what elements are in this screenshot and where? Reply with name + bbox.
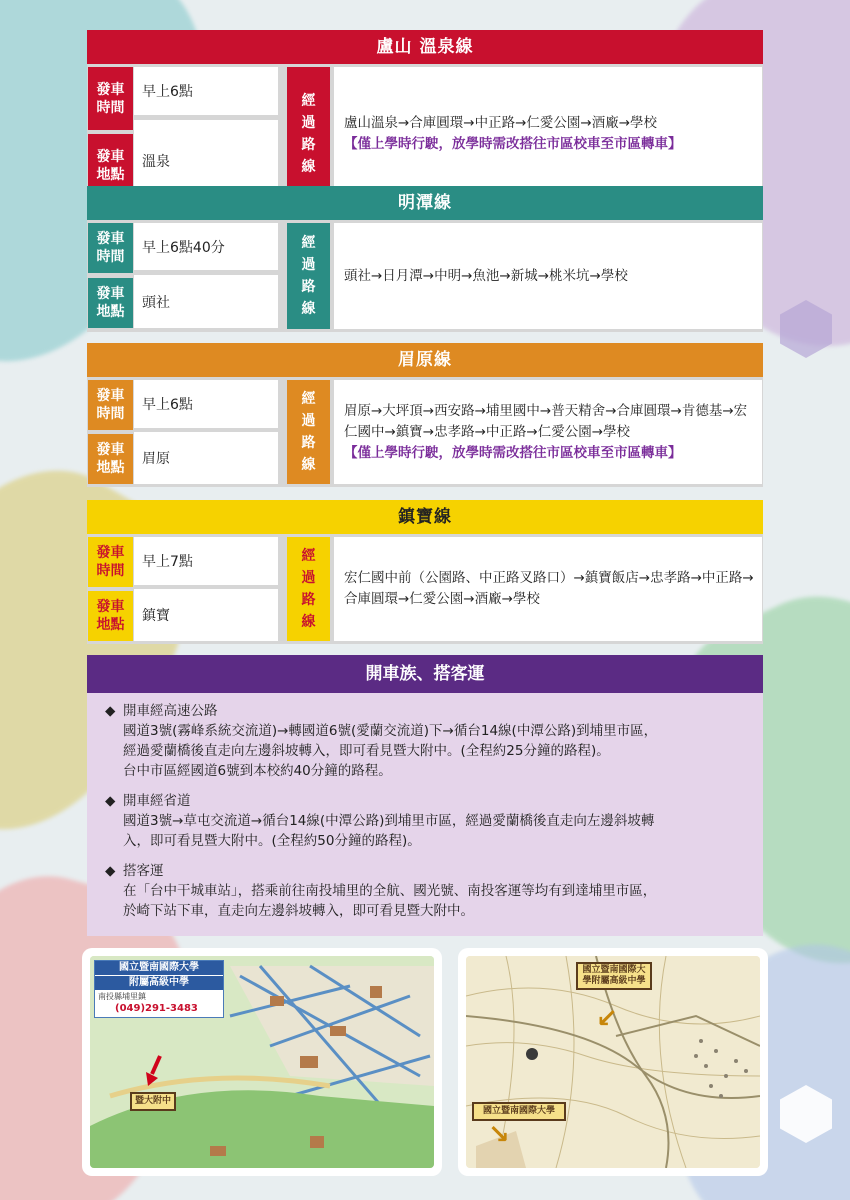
directions-text: 台中市區經國道6號到本校約40分鐘的路程。 <box>123 763 392 779</box>
map-label-university: 國立暨南國際大學 <box>472 1102 566 1121</box>
road-map <box>458 948 768 1176</box>
depart-time-label: 發車 時間 <box>88 67 133 130</box>
illustrated-map <box>82 948 442 1176</box>
driving-title: 開車族、搭客運 <box>87 655 763 693</box>
directions-title: 開車經省道 <box>123 793 191 809</box>
route-section-meiyuan <box>87 343 763 487</box>
arrow-icon: ↘ <box>488 1120 510 1150</box>
route-note: 【僅上學時行駛，放學時需改搭往市區校車至市區轉車】 <box>344 136 682 152</box>
route-stops: 眉原→大坪頂→西安路→埔里國中→普天精舍→合庫圓環→肯德基→宏仁國中→鎮寶→忠孝路→中正路→仁愛公園→學校 <box>344 402 748 440</box>
route-stops: 頭社→日月潭→中明→魚池→新城→桃米坑→學校 <box>344 267 628 284</box>
via-route-text <box>334 537 762 641</box>
depart-place-label: 發車 地點 <box>88 591 133 641</box>
directions-text: 國道3號→草屯交流道→循台14線(中潭公路)到埔里市區，經過愛蘭橋後直走向左邊斜坡轉 <box>123 813 655 829</box>
route-title: 眉原線 <box>87 343 763 377</box>
depart-place-value: 溫泉 <box>134 120 278 201</box>
school-name: 國立暨南國際大學 <box>95 961 223 975</box>
directions-item <box>105 701 763 781</box>
map-legend <box>94 960 224 1018</box>
depart-time-value: 早上6點 <box>134 380 278 428</box>
directions-item <box>105 861 763 921</box>
directions-text: 入，即可看見暨大附中。(全程約50分鐘的路程)。 <box>123 833 421 849</box>
via-label: 經 過 路 線 <box>287 223 330 329</box>
depart-place-value: 鎮寶 <box>134 589 278 641</box>
route-note: 【僅上學時行駛，放學時需改搭往市區校車至市區轉車】 <box>344 444 682 461</box>
depart-time-label: 發車 時間 <box>88 380 133 430</box>
school-phone: (049)291-3483 <box>115 1003 198 1014</box>
diamond-bullet-icon: ◆ <box>105 863 116 879</box>
via-route-text <box>334 380 762 484</box>
via-route-text <box>334 223 762 329</box>
depart-place-label: 發車 地點 <box>88 134 133 197</box>
diamond-bullet-icon: ◆ <box>105 793 116 809</box>
arrow-icon: ↙ <box>596 1004 618 1034</box>
via-label: 經 過 路 線 <box>287 380 330 484</box>
school-address: 南投縣埔里鎮 <box>98 992 146 1001</box>
map-school-tag: 暨大附中 <box>130 1092 176 1111</box>
route-title: 盧山 溫泉線 <box>87 30 763 64</box>
directions-title: 搭客運 <box>123 863 164 879</box>
school-subname: 附屬高級中學 <box>95 975 223 990</box>
depart-time-label: 發車 時間 <box>88 223 133 273</box>
diamond-bullet-icon: ◆ <box>105 703 116 719</box>
depart-place-label: 發車 地點 <box>88 434 133 484</box>
map-label-high-school: 國立暨南國際大學附屬高級中學 <box>576 962 652 990</box>
via-route-text <box>334 67 762 201</box>
directions-text: 國道3號(霧峰系統交流道)→轉國道6號(愛蘭交流道)下→循台14線(中潭公路)到埔里市區， <box>123 723 658 739</box>
depart-place-value: 頭社 <box>134 275 278 328</box>
directions-item <box>105 791 763 851</box>
depart-place-value: 眉原 <box>134 432 278 484</box>
depart-time-label: 發車 時間 <box>88 537 133 587</box>
directions-text: 經過愛蘭橋後直走向左邊斜坡轉入，即可看見暨大附中。(全程約25分鐘的路程)。 <box>123 743 610 759</box>
depart-time-value: 早上6點40分 <box>134 223 278 270</box>
via-label: 經 過 路 線 <box>287 67 330 201</box>
depart-time-value: 早上7點 <box>134 537 278 585</box>
route-stops: 宏仁國中前（公園路、中正路叉路口）→鎮寶飯店→忠孝路→中正路→合庫圓環→仁愛公園→酒廠→學校 <box>344 570 754 607</box>
route-title: 明潭線 <box>87 186 763 220</box>
depart-time-value: 早上6點 <box>134 67 278 115</box>
driving-section <box>87 655 763 936</box>
route-title: 鎮寶線 <box>87 500 763 534</box>
route-section-mingtan <box>87 186 763 332</box>
directions-text: 在「台中干城車站」，搭乘前往南投埔里的全航、國光號、南投客運等均有到達埔里市區， <box>123 883 657 899</box>
route-section-lushan <box>87 30 763 204</box>
via-label: 經 過 路 線 <box>287 537 330 641</box>
directions-title: 開車經高速公路 <box>123 703 218 719</box>
route-section-zhenbao <box>87 500 763 644</box>
route-stops: 盧山溫泉→合庫圓環→中正路→仁愛公園→酒廠→學校 <box>344 115 658 131</box>
directions-text: 於崎下站下車，直走向左邊斜坡轉入，即可看見暨大附中。 <box>123 903 474 919</box>
depart-place-label: 發車 地點 <box>88 278 133 328</box>
